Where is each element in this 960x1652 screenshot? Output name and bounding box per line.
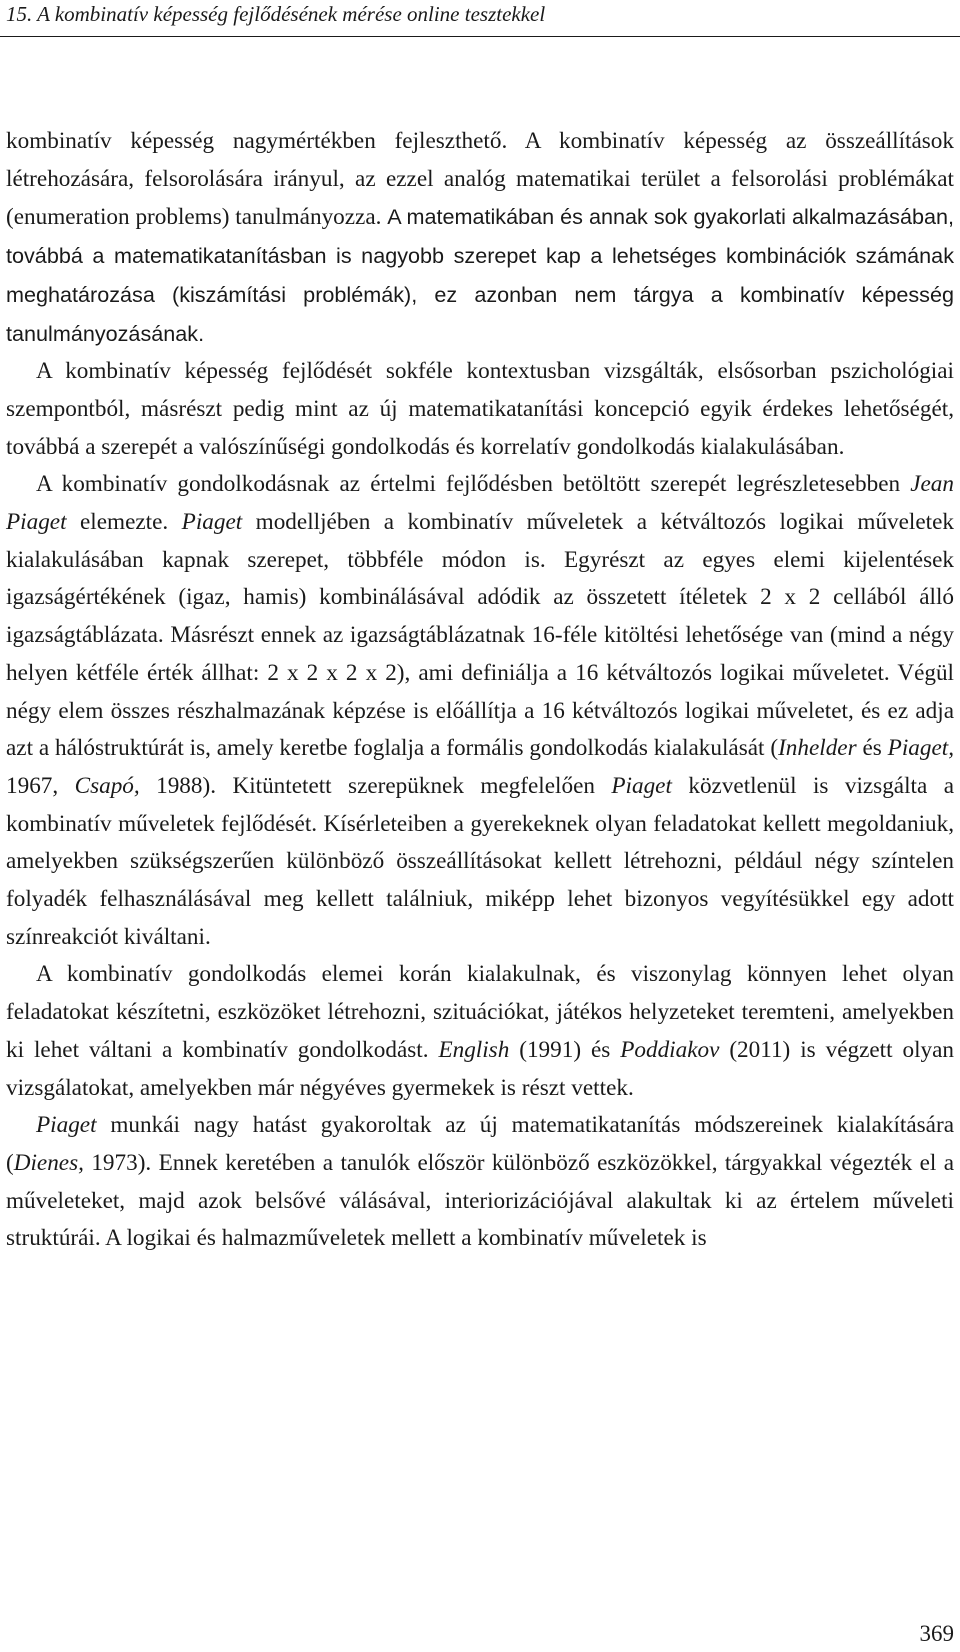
italic-run: Poddiakov	[620, 1036, 720, 1063]
header-rule	[0, 36, 960, 37]
italic-run: Inhelder	[778, 735, 857, 762]
italic-run: English	[438, 1036, 510, 1063]
italic-run: Piaget,	[887, 735, 954, 762]
text-run: 1973). Ennek keretében a tanulók először különböző eszközökkel, tárgyakkal végezték el a műveleteket, majd azok belsővé válásával, interiorizációjával alakultak ki az értelem műveleti struktúrái. A logikai és halmazműveletek mellett a kombinatív műveletek is	[6, 1149, 954, 1252]
text-run: A kombinatív képesség fejlődését sokféle kontextusban vizsgálták, elsősorban pszichológiai szempontból, másrészt pedig mint az új matematikatanítási koncepció egyik érdekes lehetőségét, továbbá a szerepét a valószínűségi gondolkodás és korrelatív gondolkodás kialakulásában.	[6, 358, 954, 460]
text-run: 1988). Kitüntetett szerepüknek megfelelően	[139, 772, 612, 799]
text-run: A kombinatív gondolkodás elemei korán kialakulnak, és viszonylag könnyen lehet olyan feladatokat készítetni, eszközöket létrehozni, szituációkat, játékos helyzeteket teremteni, amelyekben ki lehet váltani a kombinatív gondolkodást.	[6, 961, 954, 1063]
text-run: (2011) is végzett olyan vizsgálatokat, amelyekben már négyéves gyermekek is részt vettek.	[6, 1036, 954, 1101]
paragraph	[6, 123, 954, 353]
paragraph	[6, 956, 954, 1107]
paragraph	[6, 353, 954, 466]
italic-run: Piaget	[611, 772, 672, 799]
text-run: (1991) és	[509, 1036, 621, 1063]
body-text	[6, 123, 954, 1258]
paragraph	[6, 466, 954, 956]
italic-run: Csapó,	[74, 772, 140, 799]
page-number: 369	[919, 1621, 954, 1646]
italic-run: Piaget	[36, 1112, 97, 1139]
text-run: 1967,	[6, 772, 75, 799]
text-run: A matematikában és annak sok gyakorlati alkalmazásában, továbbá a matematikatanításban is nagyobb szerepet kap a lehetséges kombinációk számának meghatározása (kiszámítási problémák), ez azonban nem tárgya a kombinatív képesség tanulmányozásának.	[6, 204, 954, 346]
running-header: 15. A kombinatív képesség fejlődésének mérése online tesztekkel	[6, 2, 546, 26]
text-run: elemezte.	[66, 509, 182, 536]
text-run: közvetlenül is vizsgálta a kombinatív műveletek fejlődését. Kísérleteiben a gyerekeknek olyan feladatokat kellett megoldaniuk, amelyekben szükségszerűen különböző összeállításokat kellett létrehozni, például négy színtelen folyadék felhasználásával meg kellett találniuk, miképp lehet bizonyos vegyítésükkel egy adott színreakciót kiváltani.	[6, 772, 954, 950]
paragraph	[6, 1107, 954, 1258]
text-run: és	[856, 735, 888, 762]
text-run: A kombinatív gondolkodásnak az értelmi fejlődésben betöltött szerepét legrészletesebben	[36, 471, 911, 498]
italic-run: Jean Piaget	[6, 471, 954, 536]
italic-run: Piaget	[181, 509, 243, 536]
italic-run: Dienes,	[13, 1149, 84, 1176]
text-run: munkái nagy hatást gyakoroltak az új matematikatanítás módszereinek kialakítására (	[6, 1112, 954, 1176]
text-run: modelljében a kombinatív műveletek a kétváltozós logikai műveletek kialakulásában kapnak szerepet, többféle módon is. Egyrészt az egyes elemi kijelentések igazságértékének (igaz, hamis) kombinálásával adódik az összetett ítéletek 2 x 2 cellából álló igazságtáblázata. Másrészt ennek az igazságtáblázatnak 16-féle kitöltési lehetősége van (mind a négy helyen kétféle érték állhat: 2 x 2 x 2 x 2), ami definiálja a 16 kétváltozós logikai műveletet. Végül négy elem összes részhalmazának képzése is előállítja a 16 kétváltozós logikai műveletet, és ez adja azt a hálóstruktúrát is, amely keretbe foglalja a formális gondolkodás kialakulását (	[6, 509, 954, 762]
text-run: kombinatív képesség nagymértékben fejleszthető. A kombinatív képesség az összeállítások létrehozására, felsorolására irányul, az ezzel analóg matematikai terület a felsorolási problémákat (enumeration problems) tanulmányozza.	[6, 128, 954, 231]
